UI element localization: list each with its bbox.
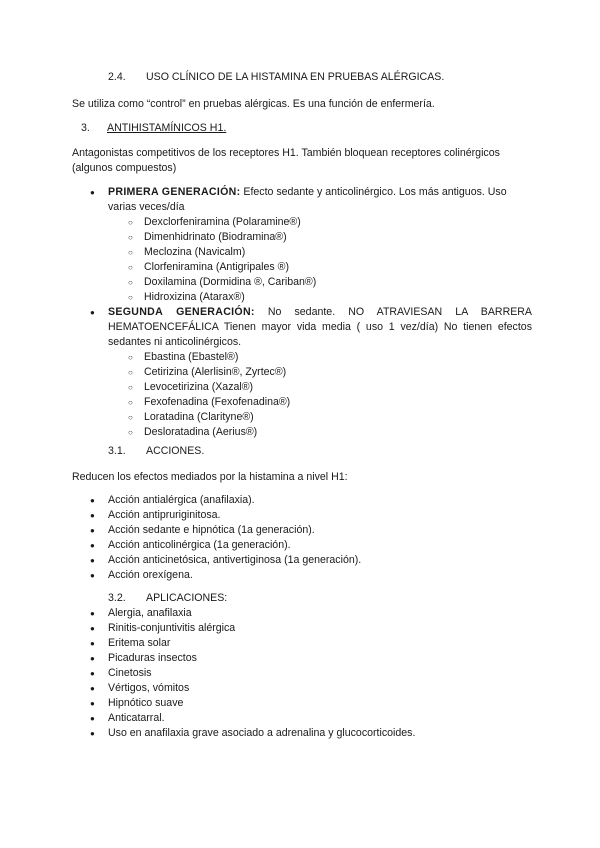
list-item: ● Acción orexígena. <box>72 568 532 583</box>
list-item: ● Vértigos, vómitos <box>72 681 532 696</box>
list-item: ● Uso en anafilaxia grave asociado a adrenalina y glucocorticoides. <box>72 726 532 741</box>
heading-title: APLICACIONES: <box>146 592 228 604</box>
heading-number: 2.4. <box>108 71 126 83</box>
list-item-primera-generacion <box>72 185 532 215</box>
heading-title: USO CLÍNICO DE LA HISTAMINA EN PRUEBAS ALÉRGICAS. <box>146 71 445 83</box>
list-item: ● Acción anticinetósica, antivertiginosa (1a generación). <box>72 553 532 568</box>
drug-item: ○ Desloratadina (Aerius®) <box>72 425 532 440</box>
generation-label: SEGUNDA GENERACIÓN: <box>108 306 255 318</box>
list-item: ● Eritema solar <box>72 636 532 651</box>
heading-number: 3.2. <box>108 592 126 604</box>
drug-item: ○ Fexofenadina (Fexofenadina®) <box>72 395 532 410</box>
acciones-list <box>72 493 532 583</box>
drug-item: ○ Dimenhidrinato (Biodramina®) <box>72 230 532 245</box>
heading-3-1 <box>72 444 532 459</box>
generation-text: Efecto sedante y anticolinérgico. Los más antiguos. Uso varias veces/día <box>108 186 507 213</box>
heading-number: 3.1. <box>108 445 126 457</box>
generations-list <box>72 185 532 440</box>
drug-item: ○ Cetirizina (Alerlisin®, Zyrtec®) <box>72 365 532 380</box>
drug-item: ○ Doxilamina (Dormidina ®, Cariban®) <box>72 275 532 290</box>
list-item: ● Acción sedante e hipnótica (1a generación). <box>72 523 532 538</box>
heading-title: ACCIONES. <box>146 445 205 457</box>
paragraph-antagonistas: Antagonistas competitivos de los receptores H1. También bloquean receptores colinérgicos (algunos compuestos) <box>72 147 500 174</box>
heading-3 <box>72 121 532 136</box>
list-item: ● Rinitis-conjuntivitis alérgica <box>72 621 532 636</box>
drug-item: ○ Ebastina (Ebastel®) <box>72 350 532 365</box>
list-item: ● Cinetosis <box>72 666 532 681</box>
list-item: ● Picaduras insectos <box>72 651 532 666</box>
heading-title: ANTIHISTAMÍNICOS H1. <box>107 122 227 134</box>
list-item: ● Hipnótico suave <box>72 696 532 711</box>
generation-text: No sedante. NO ATRAVIESAN LA BARRERA HEMATOENCEFÁLICA Tienen mayor vida media ( uso 1 vez/día) No tienen efectos sedantes ni anticolinérgicos. <box>108 306 533 348</box>
drug-item: ○ Clorfeniramina (Antigripales ®) <box>72 260 532 275</box>
heading-3-2 <box>72 591 532 606</box>
list-item: ● Acción antialérgica (anafilaxia). <box>72 493 532 508</box>
generation-label: PRIMERA GENERACIÓN: <box>108 186 241 198</box>
drug-item: ○ Levocetirizina (Xazal®) <box>72 380 532 395</box>
list-item: ● Alergia, anafilaxia <box>72 606 532 621</box>
drug-item: ○ Dexclorfeniramina (Polaramine®) <box>72 215 532 230</box>
drug-item: ○ Hidroxizina (Atarax®) <box>72 290 532 305</box>
list-item-segunda-generacion <box>72 305 532 350</box>
drug-item: ○ Loratadina (Clarityne®) <box>72 410 532 425</box>
paragraph-control: Se utiliza como “control” en pruebas alérgicas. Es una función de enfermería. <box>72 98 435 110</box>
list-item: ● Anticatarral. <box>72 711 532 726</box>
paragraph-reducen: Reducen los efectos mediados por la histamina a nivel H1: <box>72 471 348 483</box>
drug-item: ○ Meclozina (Navicalm) <box>72 245 532 260</box>
list-item: ● Acción antipruriginitosa. <box>72 508 532 523</box>
aplicaciones-list <box>72 606 532 741</box>
list-item: ● Acción anticolinérgica (1a generación). <box>72 538 532 553</box>
heading-number: 3. <box>81 122 90 134</box>
heading-2-4 <box>72 70 532 85</box>
